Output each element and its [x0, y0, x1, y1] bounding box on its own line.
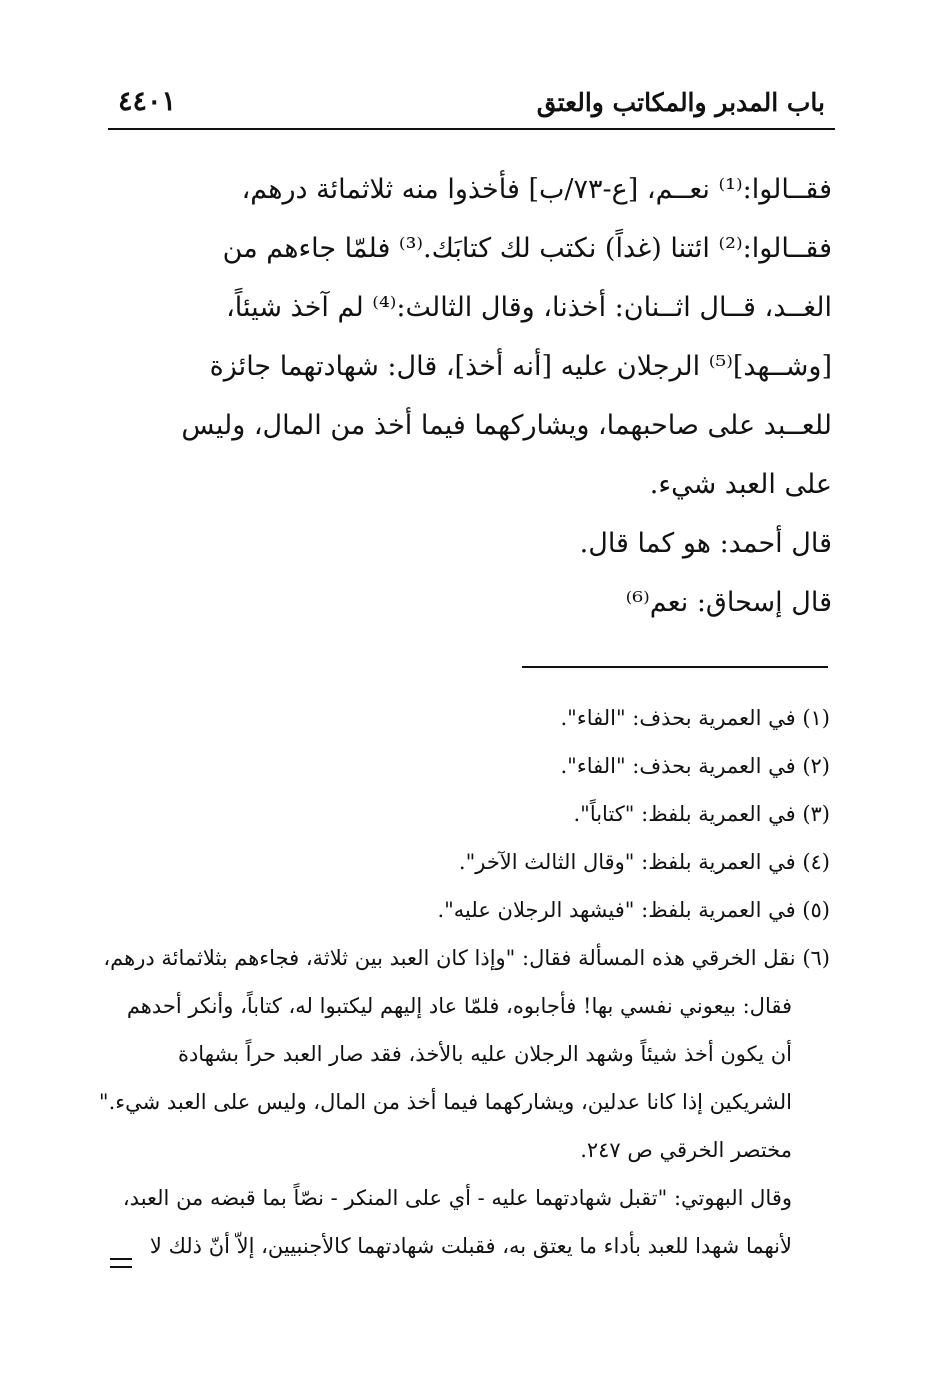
main-line: الغــد، قــال اثــنان: أخذنا، وقال الثالث:⁽⁴⁾ لم آخذ شيئاً، [226, 292, 832, 323]
footnote-1: (١) في العمرية بحذف: "الفاء". [560, 706, 830, 730]
footnote-3: (٣) في العمرية بلفظ: "كتاباً". [573, 802, 830, 826]
footnote-6 [98, 934, 830, 1270]
footnote-6-line: الشريكين إذا كانا عدلين، ويشاركهما فيما أخذ من المال، وليس على العبد شيء." [98, 1090, 792, 1114]
main-line: على العبد شيء. [649, 469, 832, 500]
main-line: للعــبد على صاحبهما، ويشاركهما فيما أخذ من المال، وليس [181, 410, 832, 441]
buhuti-line: لأنهما شهدا للعبد بأداء ما يعتق به، فقبلت شهادتهما كالأجنبيين، إلاّ أنّ ذلك لا [149, 1234, 792, 1258]
footnotes [98, 694, 830, 1270]
footnote-6-line: أن يكون أخذ شيئاً وشهد الرجلان عليه بالأخذ، فقد صار العبد حراً بشهادة [177, 1042, 792, 1066]
footnote-4: (٤) في العمرية بلفظ: "وقال الثالث الآخر". [458, 850, 830, 874]
footnote-6-line: مختصر الخرقي ص ٢٤٧. [580, 1138, 792, 1162]
buhuti-line: وقال البهوتي: "تقبل شهادتهما عليه - أي على المنكر - نصّاً بما قبضه من العبد، [122, 1186, 792, 1210]
chapter-title: باب المدبر والمكاتب والعتق [536, 88, 825, 117]
main-line: فقــالوا:⁽²⁾ ائتنا (غداً) نكتب لك كتابَك.⁽³⁾ فلمّا جاءهم من [222, 233, 832, 264]
main-line: فقــالوا:⁽¹⁾ نعــم، [ع-٧٣/ب] فأخذوا منه ثلاثمائة درهم، [241, 174, 832, 205]
footnote-separator [522, 666, 828, 668]
main-line: [وشــهد]⁽⁵⁾ الرجلان عليه [أنه أخذ]، قال: شهادتهما جائزة [209, 351, 832, 382]
ishaq-statement: قال إسحاق: نعم⁽⁶⁾ [625, 587, 832, 618]
page-header [108, 82, 835, 130]
continuation-mark [110, 1258, 132, 1268]
footnote-2: (٢) في العمرية بحذف: "الفاء". [560, 754, 830, 778]
footnote-5: (٥) في العمرية بلفظ: "فيشهد الرجلان عليه". [437, 898, 830, 922]
main-text [110, 160, 832, 632]
footnote-6-line: فقال: بيعوني نفسي بها! فأجابوه، فلمّا عاد إليهم ليكتبوا له، كتاباً، وأنكر أحدهم [126, 994, 792, 1018]
page-number: ٤٤٠١ [118, 86, 177, 117]
footnote-6-line: (٦) نقل الخرقي هذه المسألة فقال: "وإذا كان العبد بين ثلاثة، فجاءهم بثلاثمائة درهم، [103, 946, 830, 970]
ahmad-statement: قال أحمد: هو كما قال. [579, 528, 832, 559]
